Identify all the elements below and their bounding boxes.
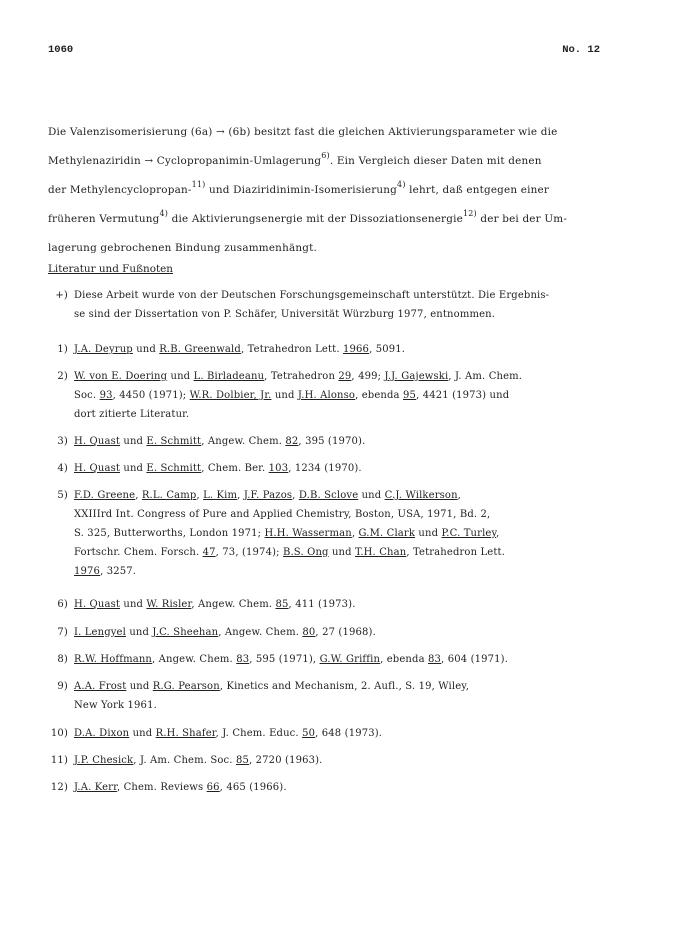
text-run: XXIIIrd Int. Congress of Pure and Applied Chemistry, Boston, USA, 1971, Bd. 2, bbox=[74, 509, 491, 520]
underlined-text: 95 bbox=[403, 390, 417, 401]
text-run: und bbox=[132, 344, 160, 355]
text-run: und bbox=[120, 599, 147, 610]
paragraph-line bbox=[48, 118, 634, 147]
text-run: , 648 (1973). bbox=[315, 728, 383, 739]
reference-body bbox=[74, 677, 642, 715]
paragraph-line bbox=[48, 205, 634, 234]
text-run: Die Valenzisomerisierung (6a) → (6b) besitzt fast die gleichen Aktivierungsparameter wie die bbox=[48, 126, 558, 138]
reference-body bbox=[74, 650, 642, 669]
text-run: , 5091. bbox=[369, 344, 406, 355]
reference-marker: 3) bbox=[57, 436, 68, 447]
reference-line bbox=[74, 623, 642, 642]
page-header bbox=[48, 44, 600, 60]
underlined-text: P.C. Turley bbox=[441, 528, 496, 539]
reference-line bbox=[74, 778, 642, 797]
reference-body bbox=[74, 778, 642, 797]
underlined-text: J.P. Chesick bbox=[74, 755, 134, 766]
underlined-text: L. Kim bbox=[203, 490, 238, 501]
reference-line bbox=[74, 562, 642, 581]
reference-marker: 11) bbox=[50, 755, 68, 766]
body-paragraph bbox=[48, 118, 634, 263]
text-run: Methylenaziridin → Cyclopropanimin-Umlagerung bbox=[48, 155, 322, 167]
reference-line bbox=[74, 696, 642, 715]
text-run: . Ein Vergleich dieser Daten mit denen bbox=[329, 155, 542, 167]
underlined-text: 47 bbox=[202, 547, 216, 558]
reference-item bbox=[46, 724, 642, 743]
underlined-text: J.J. Gajewski bbox=[384, 371, 449, 382]
underlined-text: 83 bbox=[236, 654, 250, 665]
text-run: und Diaziridinimin-Isomerisierung bbox=[205, 184, 398, 196]
text-run: lagerung gebrochenen Bindung zusammenhängt. bbox=[48, 242, 317, 254]
text-run: , bbox=[495, 528, 500, 539]
text-run: , Chem. Reviews bbox=[116, 782, 207, 793]
text-run: , ebenda bbox=[380, 654, 429, 665]
reference-marker: 12) bbox=[50, 782, 68, 793]
text-run: Soc. bbox=[74, 390, 100, 401]
text-run: , 2720 (1963). bbox=[249, 755, 323, 766]
reference-body bbox=[74, 486, 642, 581]
underlined-text: 85 bbox=[235, 755, 249, 766]
text-run: und bbox=[358, 490, 385, 501]
underlined-text: D.A. Dixon bbox=[74, 728, 130, 739]
underlined-text: C.J. Wilkerson bbox=[384, 490, 458, 501]
underlined-text: E. Schmitt bbox=[146, 463, 202, 474]
text-run: , J. Chem. Educ. bbox=[215, 728, 303, 739]
underlined-text: A.A. Frost bbox=[74, 681, 127, 692]
reference-marker: 6) bbox=[57, 599, 68, 610]
reference-item bbox=[46, 340, 642, 359]
reference-marker: 9) bbox=[57, 681, 68, 692]
issue-number: No. 12 bbox=[562, 44, 600, 56]
text-run: und bbox=[415, 528, 442, 539]
underlined-text: 85 bbox=[275, 599, 289, 610]
text-run: , bbox=[457, 490, 462, 501]
reference-item bbox=[46, 751, 642, 770]
underlined-text: R.W. Hoffmann bbox=[74, 654, 153, 665]
reference-line bbox=[74, 724, 642, 743]
reference-item bbox=[46, 459, 642, 478]
text-run: Diese Arbeit wurde von der Deutschen Forschungsgemeinschaft unterstützt. Die Ergebnis- bbox=[74, 290, 550, 301]
reference-body bbox=[74, 751, 642, 770]
reference-line bbox=[74, 650, 642, 669]
reference-body bbox=[74, 623, 642, 642]
underlined-text: 80 bbox=[302, 627, 316, 638]
paragraph-line bbox=[48, 147, 634, 176]
reference-marker: +) bbox=[55, 290, 68, 301]
text-run: , 595 (1971), bbox=[249, 654, 320, 665]
text-run: , Tetrahedron bbox=[264, 371, 339, 382]
reference-body bbox=[74, 432, 642, 451]
underlined-text: 82 bbox=[285, 436, 299, 447]
reference-marker: 4) bbox=[57, 463, 68, 474]
text-run: und bbox=[328, 547, 355, 558]
text-run: früheren Vermutung bbox=[48, 213, 160, 225]
text-run: die Aktivierungsenergie mit der Dissoziationsenergie bbox=[168, 213, 463, 225]
underlined-text: 29 bbox=[338, 371, 352, 382]
text-run: , Tetrahedron Lett. bbox=[406, 547, 506, 558]
reference-line bbox=[74, 505, 642, 524]
text-run: , Angew. Chem. bbox=[218, 627, 303, 638]
text-run: , bbox=[237, 490, 244, 501]
underlined-text: 93 bbox=[99, 390, 113, 401]
text-run: der bei der Um- bbox=[476, 213, 568, 225]
reference-item bbox=[46, 286, 642, 324]
text-run: , J. Am. Chem. Soc. bbox=[133, 755, 236, 766]
text-run: , 604 (1971). bbox=[441, 654, 509, 665]
footnote-ref: 4) bbox=[159, 209, 169, 218]
reference-line bbox=[74, 286, 642, 305]
reference-line bbox=[74, 459, 642, 478]
reference-line bbox=[74, 386, 642, 405]
reference-line bbox=[74, 543, 642, 562]
underlined-text: R.L. Camp bbox=[141, 490, 197, 501]
text-run: dort zitierte Literatur. bbox=[74, 409, 190, 420]
text-run: und bbox=[120, 436, 147, 447]
text-run: und bbox=[126, 681, 153, 692]
underlined-text: H. Quast bbox=[74, 463, 121, 474]
page-number: 1060 bbox=[48, 44, 74, 56]
reference-line bbox=[74, 486, 642, 505]
text-run: und bbox=[120, 463, 147, 474]
reference-item bbox=[46, 432, 642, 451]
reference-line bbox=[74, 677, 642, 696]
reference-line bbox=[74, 405, 642, 424]
text-run: , 3257. bbox=[100, 566, 137, 577]
underlined-text: 103 bbox=[268, 463, 289, 474]
text-run: , 1234 (1970). bbox=[288, 463, 362, 474]
text-run: se sind der Dissertation von P. Schäfer, Universität Würzburg 1977, entnommen. bbox=[74, 309, 496, 320]
text-run: New York 1961. bbox=[74, 700, 157, 711]
text-run: , bbox=[135, 490, 142, 501]
reference-item bbox=[46, 367, 642, 424]
reference-body bbox=[74, 459, 642, 478]
reference-item bbox=[46, 778, 642, 797]
underlined-text: 50 bbox=[302, 728, 316, 739]
underlined-text: W.R. Dolbier, Jr. bbox=[189, 390, 272, 401]
reference-item bbox=[46, 595, 642, 614]
underlined-text: L. Birladeanu bbox=[193, 371, 265, 382]
text-run: und bbox=[129, 728, 156, 739]
reference-line bbox=[74, 340, 642, 359]
reference-body bbox=[74, 367, 642, 424]
text-run: , bbox=[196, 490, 204, 501]
paragraph-line bbox=[48, 176, 634, 205]
underlined-text: W. von E. Doering bbox=[74, 371, 168, 382]
underlined-text: T.H. Chan bbox=[355, 547, 407, 558]
text-run: S. 325, Butterworths, London 1971; bbox=[74, 528, 265, 539]
reference-line bbox=[74, 524, 642, 543]
reference-line bbox=[74, 432, 642, 451]
underlined-text: J.C. Sheehan bbox=[152, 627, 219, 638]
reference-body bbox=[74, 595, 642, 614]
footnote-ref: 4) bbox=[397, 180, 406, 189]
underlined-text: 83 bbox=[428, 654, 442, 665]
underlined-text: J.H. Alonso bbox=[297, 390, 356, 401]
text-run: , bbox=[292, 490, 299, 501]
reference-marker: 7) bbox=[57, 627, 68, 638]
reference-body bbox=[74, 340, 642, 359]
underlined-text: R.B. Greenwald bbox=[159, 344, 241, 355]
underlined-text: H.H. Wasserman bbox=[264, 528, 352, 539]
underlined-text: R.G. Pearson bbox=[152, 681, 220, 692]
text-run: , Kinetics and Mechanism, 2. Aufl., S. 19, Wiley, bbox=[219, 681, 470, 692]
text-run: der Methylencyclopropan- bbox=[48, 184, 192, 196]
text-run: , Angew. Chem. bbox=[191, 599, 276, 610]
text-run: , 27 (1968). bbox=[315, 627, 376, 638]
underlined-text: H. Quast bbox=[74, 599, 121, 610]
text-run: , Angew. Chem. bbox=[201, 436, 286, 447]
text-run: , 73, (1974); bbox=[215, 547, 283, 558]
text-run: , 395 (1970). bbox=[298, 436, 366, 447]
reference-marker: 5) bbox=[57, 490, 68, 501]
reference-body bbox=[74, 286, 642, 324]
underlined-text: J.A. Deyrup bbox=[74, 344, 133, 355]
underlined-text: I. Lengyel bbox=[74, 627, 126, 638]
underlined-text: R.H. Shafer bbox=[155, 728, 216, 739]
text-run: , 4450 (1971); bbox=[112, 390, 190, 401]
reference-line bbox=[74, 367, 642, 386]
paragraph-line bbox=[48, 234, 634, 263]
underlined-text: F.D. Greene bbox=[74, 490, 136, 501]
text-run: und bbox=[167, 371, 194, 382]
reference-marker: 8) bbox=[57, 654, 68, 665]
reference-item bbox=[46, 677, 642, 715]
reference-marker: 1) bbox=[57, 344, 68, 355]
footnote-ref: 12) bbox=[462, 209, 477, 218]
footnote-ref: 11) bbox=[191, 180, 206, 189]
underlined-text: 66 bbox=[206, 782, 220, 793]
reference-item bbox=[46, 486, 642, 581]
underlined-text: W. Risler bbox=[146, 599, 192, 610]
underlined-text: D.B. Sclove bbox=[298, 490, 359, 501]
text-run: und bbox=[125, 627, 153, 638]
reference-line bbox=[74, 305, 642, 324]
underlined-text: J.A. Kerr bbox=[74, 782, 117, 793]
reference-line bbox=[74, 595, 642, 614]
text-run: , 499; bbox=[351, 371, 385, 382]
reference-item bbox=[46, 650, 642, 669]
text-run: , 4421 (1973) und bbox=[416, 390, 510, 401]
text-run: Fortschr. Chem. Forsch. bbox=[74, 547, 203, 558]
text-run: , bbox=[351, 528, 359, 539]
underlined-text: G.M. Clark bbox=[358, 528, 416, 539]
text-run: , Chem. Ber. bbox=[201, 463, 269, 474]
reference-line bbox=[74, 751, 642, 770]
reference-body bbox=[74, 724, 642, 743]
underlined-text: H. Quast bbox=[74, 436, 121, 447]
footnote-ref: 6) bbox=[321, 151, 330, 160]
reference-marker: 10) bbox=[50, 728, 68, 739]
text-run: , J. Am. Chem. bbox=[448, 371, 523, 382]
text-run: , Angew. Chem. bbox=[152, 654, 237, 665]
text-run: , Tetrahedron Lett. bbox=[240, 344, 343, 355]
underlined-text: J.F. Pazos bbox=[243, 490, 293, 501]
underlined-text: B.S. Ong bbox=[282, 547, 329, 558]
underlined-text: 1966 bbox=[343, 344, 370, 355]
section-title: Literatur und Fußnoten bbox=[48, 263, 173, 275]
reference-item bbox=[46, 623, 642, 642]
text-run: , 465 (1966). bbox=[219, 782, 287, 793]
reference-marker: 2) bbox=[57, 371, 68, 382]
text-run: , ebenda bbox=[355, 390, 403, 401]
text-run: lehrt, daß entgegen einer bbox=[405, 184, 550, 196]
underlined-text: G.W. Griffin bbox=[319, 654, 381, 665]
underlined-text: 1976 bbox=[74, 566, 101, 577]
text-run: und bbox=[271, 390, 298, 401]
underlined-text: E. Schmitt bbox=[146, 436, 202, 447]
text-run: , 411 (1973). bbox=[288, 599, 356, 610]
